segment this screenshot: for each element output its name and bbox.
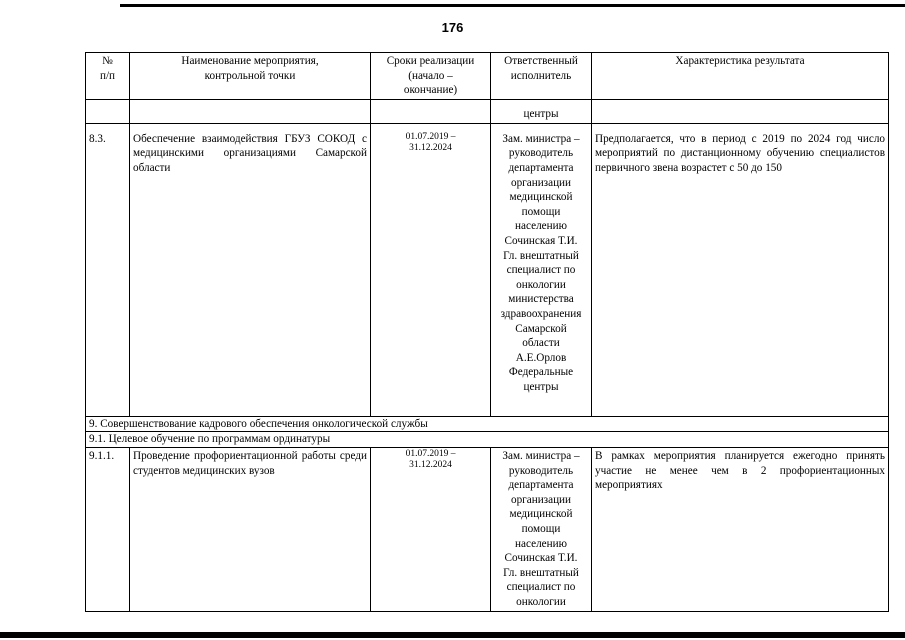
cell-number: 9.1.1.: [86, 447, 130, 611]
activities-table: [85, 52, 889, 612]
header-timeframe: Сроки реализации (начало – окончание): [371, 53, 491, 100]
cell-empty: [592, 99, 889, 123]
cell-dates: 01.07.2019 – 31.12.2024: [371, 123, 491, 416]
table-row-9-1-1: [86, 447, 889, 611]
cell-result: Предполагается, что в период с 2019 по 2024 год число мероприятий по дистанционному обучению специалистов первичного звена возрастет с 50 до 150: [592, 123, 889, 416]
cell-empty: [130, 99, 371, 123]
bottom-border-line: [0, 632, 905, 638]
cell-empty: [371, 99, 491, 123]
header-activity-name: Наименование мероприятия, контрольной точки: [130, 53, 371, 100]
table-row-continued: [86, 99, 889, 123]
table-header-row: [86, 53, 889, 100]
cell-responsible: Зам. министра – руководитель департамента организации медицинской помощи населению Сочинская Т.И. Гл. внештатный специалист по онкологии министерства здравоохранения Самарской области А.Е.Орлов Федеральные центры: [491, 123, 592, 416]
section-row-9-1: [86, 432, 889, 448]
cell-activity-name: Обеспечение взаимодействия ГБУЗ СОКОД с медицинскими организациями Самарской области: [130, 123, 371, 416]
cell-dates: 01.07.2019 – 31.12.2024: [371, 447, 491, 611]
cell-number: 8.3.: [86, 123, 130, 416]
cell-result: В рамках мероприятия планируется ежегодно принять участие не менее чем в 2 профориентационных мероприятиях: [592, 447, 889, 611]
cell-responsible: Зам. министра – руководитель департамента организации медицинской помощи населению Сочинская Т.И. Гл. внештатный специалист по онкологии: [491, 447, 592, 611]
cell-responsible-continued: центры: [491, 99, 592, 123]
table-row-8-3: [86, 123, 889, 416]
subsection-heading: 9.1. Целевое обучение по программам ординатуры: [86, 432, 889, 448]
page-number: 176: [441, 20, 464, 35]
top-border-line: [120, 4, 905, 7]
section-row-9: [86, 416, 889, 432]
cell-activity-name: Проведение профориентационной работы среди студентов медицинских вузов: [130, 447, 371, 611]
header-result: Характеристика результата: [592, 53, 889, 100]
header-responsible: Ответственный исполнитель: [491, 53, 592, 100]
cell-empty: [86, 99, 130, 123]
section-heading: 9. Совершенствование кадрового обеспечения онкологической службы: [86, 416, 889, 432]
header-number: № п/п: [86, 53, 130, 100]
